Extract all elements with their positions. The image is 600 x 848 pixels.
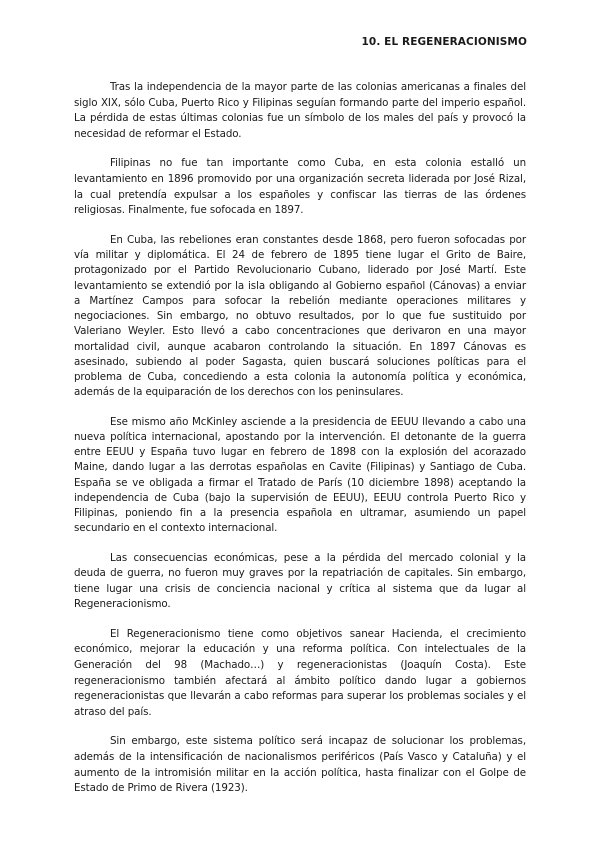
paragraph-filipinas: Filipinas no fue tan importante como Cuba, en esta colonia estalló un levantamiento en 1896 promovido por una organización secreta liderada por José Rizal, la cual pretendía expulsar a los españoles y confiscar las tierras de las órdenes religiosas. Finalmente, fue sofocada en 1897. [74, 157, 526, 217]
paragraph-consecuencias: Las consecuencias económicas, pese a la pérdida del mercado colonial y la deuda de guerra, no fueron muy graves por la repatriación de capitales. Sin embargo, tiene lugar una crisis de conciencia nacional y crítica al sistema que da lugar al Regeneracionismo. [74, 551, 526, 611]
paragraph-intro: Tras la independencia de la mayor parte de las colonias americanas a finales del siglo XIX, sólo Cuba, Puerto Rico y Filipinas seguían formando parte del imperio español. La pérdida de estas últimas colonias fue un símbolo de los males del país y provocó la necesidad de reformar el Estado. [74, 81, 526, 140]
chapter-title: 10. EL REGENERACIONISMO [361, 36, 527, 48]
paragraph-cuba: En Cuba, las rebeliones eran constantes desde 1868, pero fueron sofocadas por vía militar y diplomática. El 24 de febrero de 1895 tiene lugar el Grito de Baire, protagonizado por el Partido Revolucionario Cubano, liderado por José Martí. Este levantamiento se extendió por la isla obligando al Gobierno español (Cánovas) a enviar a Martínez Campos para sofocar la rebelión mediante operaciones militares y negociaciones. Sin embargo, no obtuvo resultados, por lo que fue sustituido por Valeriano Weyler. Esto llevó a cabo concentraciones que derivaron en una mayor mortalidad civil, aunque acabaron controlando la situación. En 1897 Cánovas es asesinado, subiendo al poder Sagasta, quien buscará soluciones políticas para el problema de Cuba, concediendo a esta colonia la autonomía política y económica, además de la equiparación de los derechos con los peninsulares. [74, 233, 526, 399]
document-body [74, 80, 526, 811]
paragraph-regeneracionismo: El Regeneracionismo tiene como objetivos sanear Hacienda, el crecimiento económico, mejorar la educación y una reforma política. Con intelectuales de la Generación del 98 (Machado…) y regeneracionistas (Joaquín Costa). Este regeneracionismo también afectará al ámbito político dando lugar a gobiernos regeneracionistas que llevarán a cabo reformas para superar los problemas sociales y el atraso del país. [74, 627, 526, 718]
paragraph-mckinley: Ese mismo año McKinley asciende a la presidencia de EEUU llevando a cabo una nueva política internacional, apostando por la intervención. El detonante de la guerra entre EEUU y España tuvo lugar en febrero de 1898 con la explosión del acorazado Maine, dando lugar a las derrotas españolas en Cavite (Filipinas) y Santiago de Cuba. España se ve obligada a firmar el Tratado de París (10 diciembre 1898) aceptando la independencia de Cuba (bajo la supervisión de EEUU), EEUU controla Puerto Rico y Filipinas, poniendo fin a la presencia española en ultramar, asumiendo un papel secundario en el contexto internacional. [74, 415, 526, 535]
paragraph-conclusion: Sin embargo, este sistema político será incapaz de solucionar los problemas, además de la intensificación de nacionalismos periféricos (País Vasco y Cataluña) y el aumento de la intromisión militar en la acción política, hasta finalizar con el Golpe de Estado de Primo de Rivera (1923). [74, 735, 526, 795]
